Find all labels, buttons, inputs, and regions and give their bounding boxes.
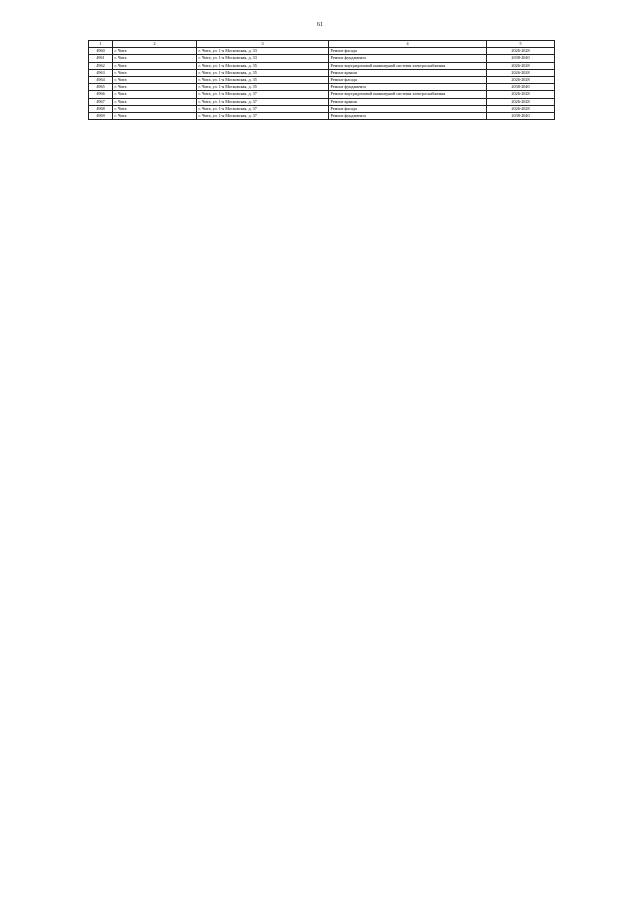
table-row bbox=[89, 69, 555, 76]
table-row bbox=[89, 48, 555, 55]
column-header: 2 bbox=[113, 41, 197, 48]
row-number-cell: 4966 bbox=[89, 91, 113, 98]
address-cell: г. Чита, ул. 1-я Московская, д. 37 bbox=[197, 113, 329, 120]
work-type-cell: Ремонт фасада bbox=[329, 105, 487, 112]
address-cell: г. Чита, ул. 1-я Московская, д. 33 bbox=[197, 55, 329, 62]
repair-schedule-table bbox=[88, 40, 555, 120]
table-row bbox=[89, 55, 555, 62]
address-cell: г. Чита, ул. 1-я Московская, д. 35 bbox=[197, 69, 329, 76]
work-type-cell: Ремонт крыши bbox=[329, 98, 487, 105]
table-row bbox=[89, 91, 555, 98]
address-cell: г. Чита, ул. 1-я Московская, д. 35 bbox=[197, 84, 329, 91]
work-type-cell: Ремонт фундамента bbox=[329, 55, 487, 62]
period-cell: 2038-2040 bbox=[487, 113, 555, 120]
work-type-cell: Ремонт внутридомовой инженерной системы электроснабжения bbox=[329, 62, 487, 69]
period-cell: 2026-2028 bbox=[487, 62, 555, 69]
table-row bbox=[89, 98, 555, 105]
address-cell: г. Чита, ул. 1-я Московская, д. 37 bbox=[197, 98, 329, 105]
period-cell: 2026-2028 bbox=[487, 91, 555, 98]
table-row bbox=[89, 113, 555, 120]
period-cell: 2026-2028 bbox=[487, 48, 555, 55]
table-row bbox=[89, 77, 555, 84]
column-header: 4 bbox=[329, 41, 487, 48]
address-cell: г. Чита, ул. 1-я Московская, д. 35 bbox=[197, 77, 329, 84]
column-header: 3 bbox=[197, 41, 329, 48]
city-cell: г. Чита bbox=[113, 62, 197, 69]
period-cell: 2026-2028 bbox=[487, 77, 555, 84]
city-cell: г. Чита bbox=[113, 69, 197, 76]
table-row bbox=[89, 105, 555, 112]
city-cell: г. Чита bbox=[113, 77, 197, 84]
city-cell: г. Чита bbox=[113, 55, 197, 62]
city-cell: г. Чита bbox=[113, 48, 197, 55]
row-number-cell: 4963 bbox=[89, 69, 113, 76]
period-cell: 2026-2028 bbox=[487, 98, 555, 105]
address-cell: г. Чита, ул. 1-я Московская, д. 33 bbox=[197, 48, 329, 55]
row-number-cell: 4964 bbox=[89, 77, 113, 84]
address-cell: г. Чита, ул. 1-я Московская, д. 37 bbox=[197, 105, 329, 112]
period-cell: 2026-2028 bbox=[487, 105, 555, 112]
column-header: 1 bbox=[89, 41, 113, 48]
repair-schedule-table-container bbox=[88, 40, 554, 120]
row-number-cell: 4960 bbox=[89, 48, 113, 55]
row-number-cell: 4969 bbox=[89, 113, 113, 120]
row-number-cell: 4965 bbox=[89, 84, 113, 91]
work-type-cell: Ремонт фундамента bbox=[329, 113, 487, 120]
table-header-row bbox=[89, 41, 555, 48]
table-body bbox=[89, 48, 555, 120]
work-type-cell: Ремонт фундамента bbox=[329, 84, 487, 91]
city-cell: г. Чита bbox=[113, 91, 197, 98]
city-cell: г. Чита bbox=[113, 113, 197, 120]
city-cell: г. Чита bbox=[113, 98, 197, 105]
city-cell: г. Чита bbox=[113, 84, 197, 91]
row-number-cell: 4967 bbox=[89, 98, 113, 105]
period-cell: 2026-2028 bbox=[487, 69, 555, 76]
work-type-cell: Ремонт фасада bbox=[329, 48, 487, 55]
city-cell: г. Чита bbox=[113, 105, 197, 112]
period-cell: 2038-2040 bbox=[487, 55, 555, 62]
row-number-cell: 4968 bbox=[89, 105, 113, 112]
work-type-cell: Ремонт внутридомовой инженерной системы электроснабжения bbox=[329, 91, 487, 98]
column-header: 5 bbox=[487, 41, 555, 48]
table-row bbox=[89, 84, 555, 91]
table-row bbox=[89, 62, 555, 69]
period-cell: 2038-2040 bbox=[487, 84, 555, 91]
address-cell: г. Чита, ул. 1-я Московская, д. 37 bbox=[197, 91, 329, 98]
work-type-cell: Ремонт крыши bbox=[329, 69, 487, 76]
row-number-cell: 4961 bbox=[89, 55, 113, 62]
address-cell: г. Чита, ул. 1-я Московская, д. 35 bbox=[197, 62, 329, 69]
page-number: 61 bbox=[317, 22, 323, 28]
work-type-cell: Ремонт фасада bbox=[329, 77, 487, 84]
row-number-cell: 4962 bbox=[89, 62, 113, 69]
